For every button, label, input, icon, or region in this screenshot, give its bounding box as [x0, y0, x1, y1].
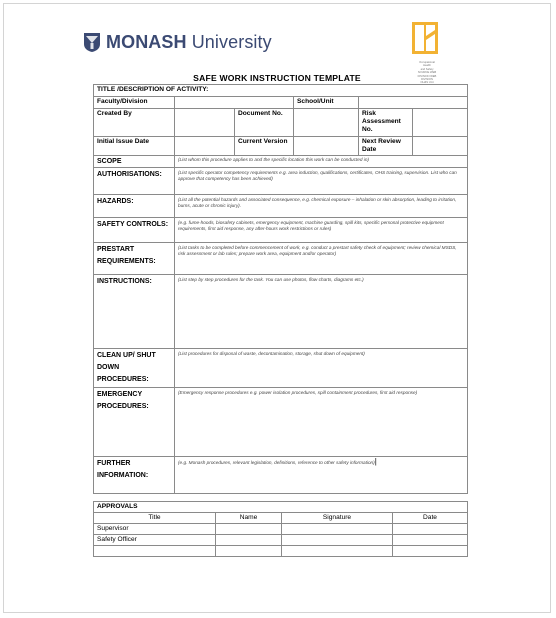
- section-hint[interactable]: (List all the potential hazards and associated consequence, e.g. chemical exposure – inhalation or skin absorption, leading to irritation, burns, acute or chronic injury).: [175, 195, 468, 218]
- faculty-label: Faculty/Division: [94, 97, 175, 109]
- work-instruction-table: [93, 84, 468, 494]
- monash-logo: [83, 32, 272, 53]
- school-label: School/Unit: [294, 97, 359, 109]
- current-version-label: Current Version: [235, 137, 294, 156]
- document-title: SAFE WORK INSTRUCTION TEMPLATE: [193, 73, 361, 83]
- document-no-field[interactable]: [294, 109, 359, 137]
- approvals-column-header: Signature: [282, 513, 393, 524]
- approvals-column-header: Name: [216, 513, 282, 524]
- section-label: CLEAN UP/ SHUT DOWN PROCEDURES:: [94, 349, 175, 388]
- table-row: [94, 524, 468, 535]
- section-label: AUTHORISATIONS:: [94, 168, 175, 195]
- ohs-line: and Safety: [420, 67, 434, 71]
- section-hint[interactable]: (List procedures for disposal of waste, decontamination, storage, shut down of equipment): [175, 349, 468, 388]
- section-hint[interactable]: (List tasks to be completed before commencement of work, e.g. conduct a prestart safety check of equipment; review chemical MSDS, risk assessment or lab rules; prepare work area, equipment and/or operator): [175, 243, 468, 275]
- section-hint-text: (e.g. Monash procedures, relevant legislation, definitions, reference to other safety information): [178, 460, 375, 465]
- approval-signature-field[interactable]: [282, 546, 393, 557]
- next-review-label: Next Review Date: [359, 137, 413, 156]
- section-hint[interactable]: (List specific operator competency requirements e.g. area induction, qualifications, certificates, OHS training, supervision. List who can approve that competency has been achieved): [175, 168, 468, 195]
- document-no-label: Document No.: [235, 109, 294, 137]
- section-hint[interactable]: (List step by step procedures for the task. You can use photos, flow charts, diagrams etc.): [175, 275, 468, 349]
- approval-date-field[interactable]: [393, 535, 468, 546]
- ohs-line: SOURCE WEB: [417, 71, 437, 75]
- ohs-line: OH&S Unit: [420, 81, 434, 85]
- approval-name-field[interactable]: [216, 535, 282, 546]
- section-hint[interactable]: (e.g. fume-hoods, biosafety cabinets, emergency equipment, machine guarding, spill kits, specific personal protective equipment requirements, first aid response, any after-hours work restrictions or rules): [175, 218, 468, 243]
- section-label: SCOPE: [94, 156, 175, 168]
- ohs-line: DIVISION WEB: [417, 74, 437, 78]
- logo-text-light: University: [186, 32, 272, 52]
- approval-title: Safety Officer: [94, 535, 216, 546]
- approval-name-field[interactable]: [216, 524, 282, 535]
- cursor-mark: |: [374, 457, 377, 466]
- approvals-column-header: Date: [393, 513, 468, 524]
- approvals-heading: APPROVALS: [94, 502, 468, 513]
- section-label: EMERGENCY PROCEDURES:: [94, 388, 175, 457]
- risk-assessment-label: Risk Assessment No.: [359, 109, 413, 137]
- table-row: [94, 546, 468, 557]
- section-label: INSTRUCTIONS:: [94, 275, 175, 349]
- section-label: SAFETY CONTROLS:: [94, 218, 175, 243]
- faculty-field[interactable]: [175, 97, 294, 109]
- section-label: HAZARDS:: [94, 195, 175, 218]
- ohs-mark-icon: [412, 22, 438, 54]
- approval-date-field[interactable]: [393, 524, 468, 535]
- approval-title: Supervisor: [94, 524, 216, 535]
- approval-signature-field[interactable]: [282, 524, 393, 535]
- approval-title[interactable]: [94, 546, 216, 557]
- initial-issue-label: Initial Issue Date: [94, 137, 175, 156]
- section-hint[interactable]: (Emergency response procedures e.g. power isolation procedures, spill containment procedures, first aid response): [175, 388, 468, 457]
- approval-date-field[interactable]: [393, 546, 468, 557]
- current-version-field[interactable]: [294, 137, 359, 156]
- section-hint[interactable]: (List whom this procedure applies to and the specific location this work can be conducted in): [175, 156, 468, 168]
- approval-name-field[interactable]: [216, 546, 282, 557]
- next-review-field[interactable]: [413, 137, 468, 156]
- section-label: PRESTART REQUIREMENTS:: [94, 243, 175, 275]
- ohs-line: DIVISION: [421, 78, 433, 82]
- initial-issue-field[interactable]: [175, 137, 235, 156]
- section-label: FURTHER INFORMATION:: [94, 457, 175, 494]
- title-description-label: TITLE /DESCRIPTION OF ACTIVITY:: [94, 85, 468, 97]
- school-field[interactable]: [359, 97, 468, 109]
- ohs-line: Health: [423, 64, 431, 68]
- approvals-table: [93, 501, 468, 557]
- section-hint[interactable]: [175, 457, 468, 494]
- logo-text-bold: MONASH: [106, 32, 187, 52]
- created-by-field[interactable]: [175, 109, 235, 137]
- approval-signature-field[interactable]: [282, 535, 393, 546]
- ohs-line: Occupational: [419, 61, 435, 64]
- table-row: [94, 535, 468, 546]
- risk-assessment-field[interactable]: [413, 109, 468, 137]
- approvals-column-header: Title: [94, 513, 216, 524]
- monash-crest-icon: [83, 32, 101, 53]
- document-page: [3, 3, 551, 613]
- created-by-label: Created By: [94, 109, 175, 137]
